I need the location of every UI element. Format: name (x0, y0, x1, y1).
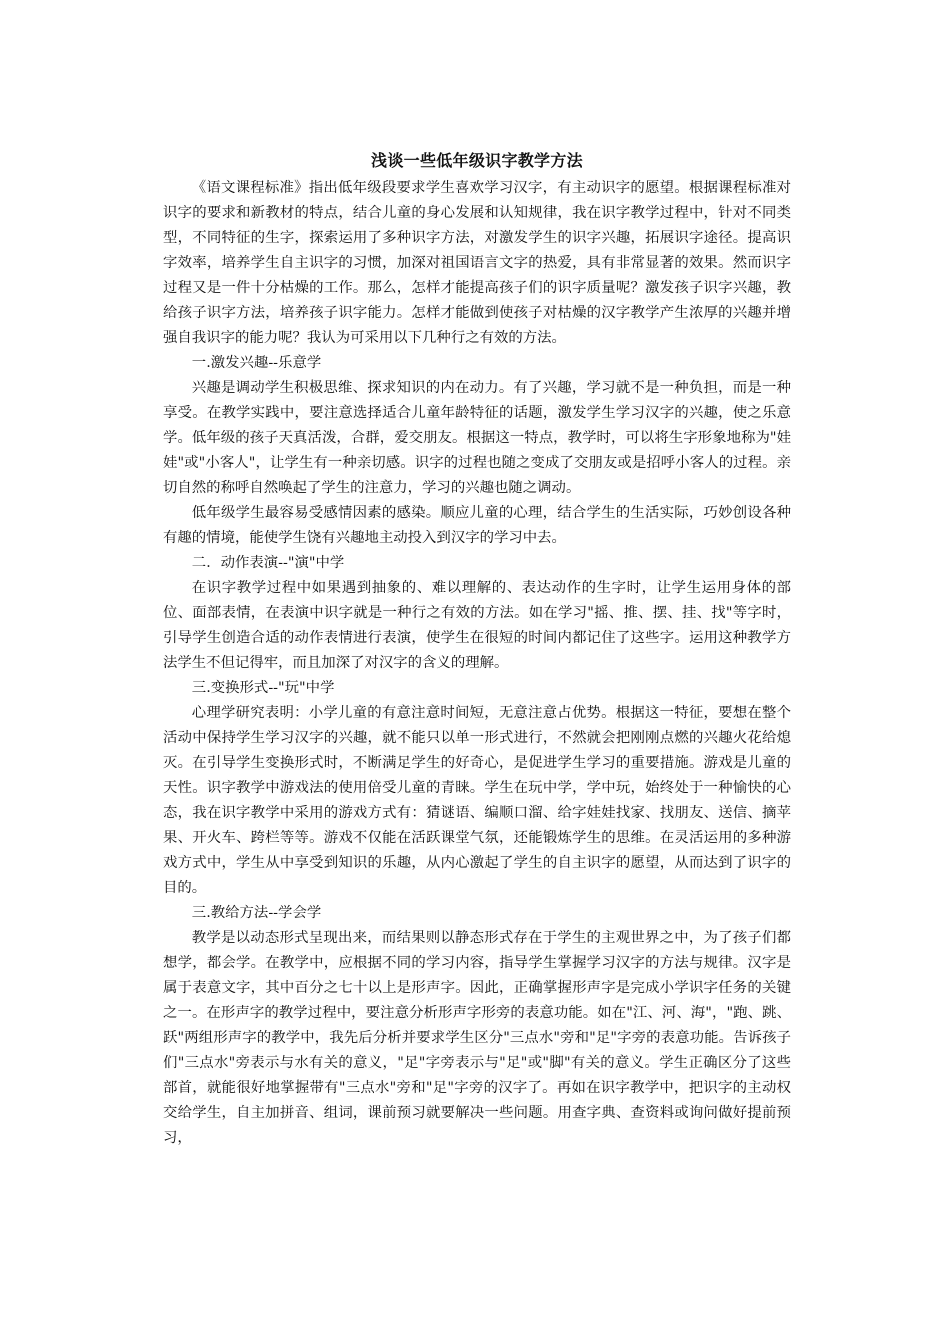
paragraph-action: 在识字教学过程中如果遇到抽象的、难以理解的、表达动作的生字时，让学生运用身体的部位、面部表情，在表演中识字就是一种行之有效的方法。如在学习"摇、推、摆、挂、找"等字时，引导学生创造合适的动作表情进行表演，使学生在很短的时间内都记住了这些字。运用这种教学方法学生不但记得牢，而且加深了对汉字的含义的理解。 (163, 580, 791, 671)
paragraph-games: 心理学研究表明：小学儿童的有意注意时间短，无意注意占优势。根据这一特征，要想在整个活动中保持学生学习汉字的兴趣，就不能只以单一形式进行，不然就会把刚刚点燃的兴趣火花给熄灭。在引导学生变换形式时，不断满足学生的好奇心，是促进学生学习的重要措施。游戏是儿童的天性。识字教学中游戏法的使用倍受儿童的青睐。学生在玩中学，学中玩，始终处于一种愉快的心态，我在识字教学中采用的游戏方式有：猜谜语、编顺口溜、给字娃娃找家、找朋友、送信、摘苹果、开火车、跨栏等等。游戏不仅能在活跃课堂气氛，还能锻炼学生的思维。在灵活运用的多种游戏方式中，学生从中享受到知识的乐趣，从内心激起了学生的自主识字的愿望，从而达到了识字的目的。 (163, 705, 791, 896)
paragraph-emotion: 低年级学生最容易受感情因素的感染。顺应儿童的心理，结合学生的生活实际，巧妙创设各种有趣的情境，能使学生饶有兴趣地主动投入到汉字的学习中去。 (163, 505, 791, 546)
paragraph-interest: 兴趣是调动学生积极思维、探求知识的内在动力。有了兴趣，学习就不是一种负担，而是一种享受。在教学实践中，要注意选择适合儿童年龄特征的话题，激发学生学习汉字的兴趣，使之乐意学。低年级的孩子天真活泼，合群，爱交朋友。根据这一特点，教学时，可以将生字形象地称为"娃娃"或"小客人"，让学生有一种亲切感。识字的过程也随之变成了交朋友或是招呼小客人的过程。亲切自然的称呼自然唤起了学生的注意力，学习的兴趣也随之调动。 (163, 380, 791, 496)
section-heading-3: 三.变换形式--"玩"中学 (191, 680, 335, 696)
paragraph-intro: 《语文课程标准》指出低年级段要求学生喜欢学习汉字，有主动识字的愿望。根据课程标准对识字的要求和新教材的特点，结合儿童的身心发展和认知规律，我在识字教学过程中，针对不同类型，不同特征的生字，探索运用了多种识字方法，对激发学生的识字兴趣，拓展识字途径。提高识字效率，培养学生自主识字的习惯，加深对祖国语言文字的热爱，具有非常显著的效果。然而识字过程又是一件十分枯燥的工作。那么，怎样才能提高孩子们的识字质量呢？激发孩子识字兴趣，教给孩子识字方法，培养孩子识字能力。怎样才能做到使孩子对枯燥的汉字教学产生浓厚的兴趣并增强自我识字的能力呢？我认为可采用以下几种行之有效的方法。 (163, 180, 791, 346)
section-heading-2: 二．动作表演--"演"中学 (191, 555, 345, 571)
document-page (163, 150, 791, 1151)
paragraph-methods: 教学是以动态形式呈现出来，而结果则以静态形式存在于学生的主观世界之中，为了孩子们都想学，都会学。在教学中，应根据不同的学习内容，指导学生掌握学习汉字的方法与规律。汉字是属于表意文字，其中百分之七十以上是形声字。因此，正确掌握形声字是完成小学识字任务的关键之一。在形声字的教学过程中，要注意分析形声字形旁的表意功能。如在"江、河、海"，"跑、跳、跃"两组形声字的教学中，我先后分析并要求学生区分"三点水"旁和"足"字旁的表意功能。告诉孩子们"三点水"旁表示与水有关的意义，"足"字旁表示与"足"或"脚"有关的意义。学生正确区分了这些部首，就能很好地掌握带有"三点水"旁和"足"字旁的汉字了。再如在识字教学中，把识字的主动权交给学生，自主加拼音、组词，课前预习就要解决一些问题。用查字典、查资料或询问做好提前预习， (163, 930, 791, 1146)
section-heading-4: 三.教给方法--学会学 (191, 905, 322, 921)
section-heading-1: 一.激发兴趣--乐意学 (191, 355, 322, 371)
document-title: 浅谈一些低年级识字教学方法 (371, 151, 583, 170)
